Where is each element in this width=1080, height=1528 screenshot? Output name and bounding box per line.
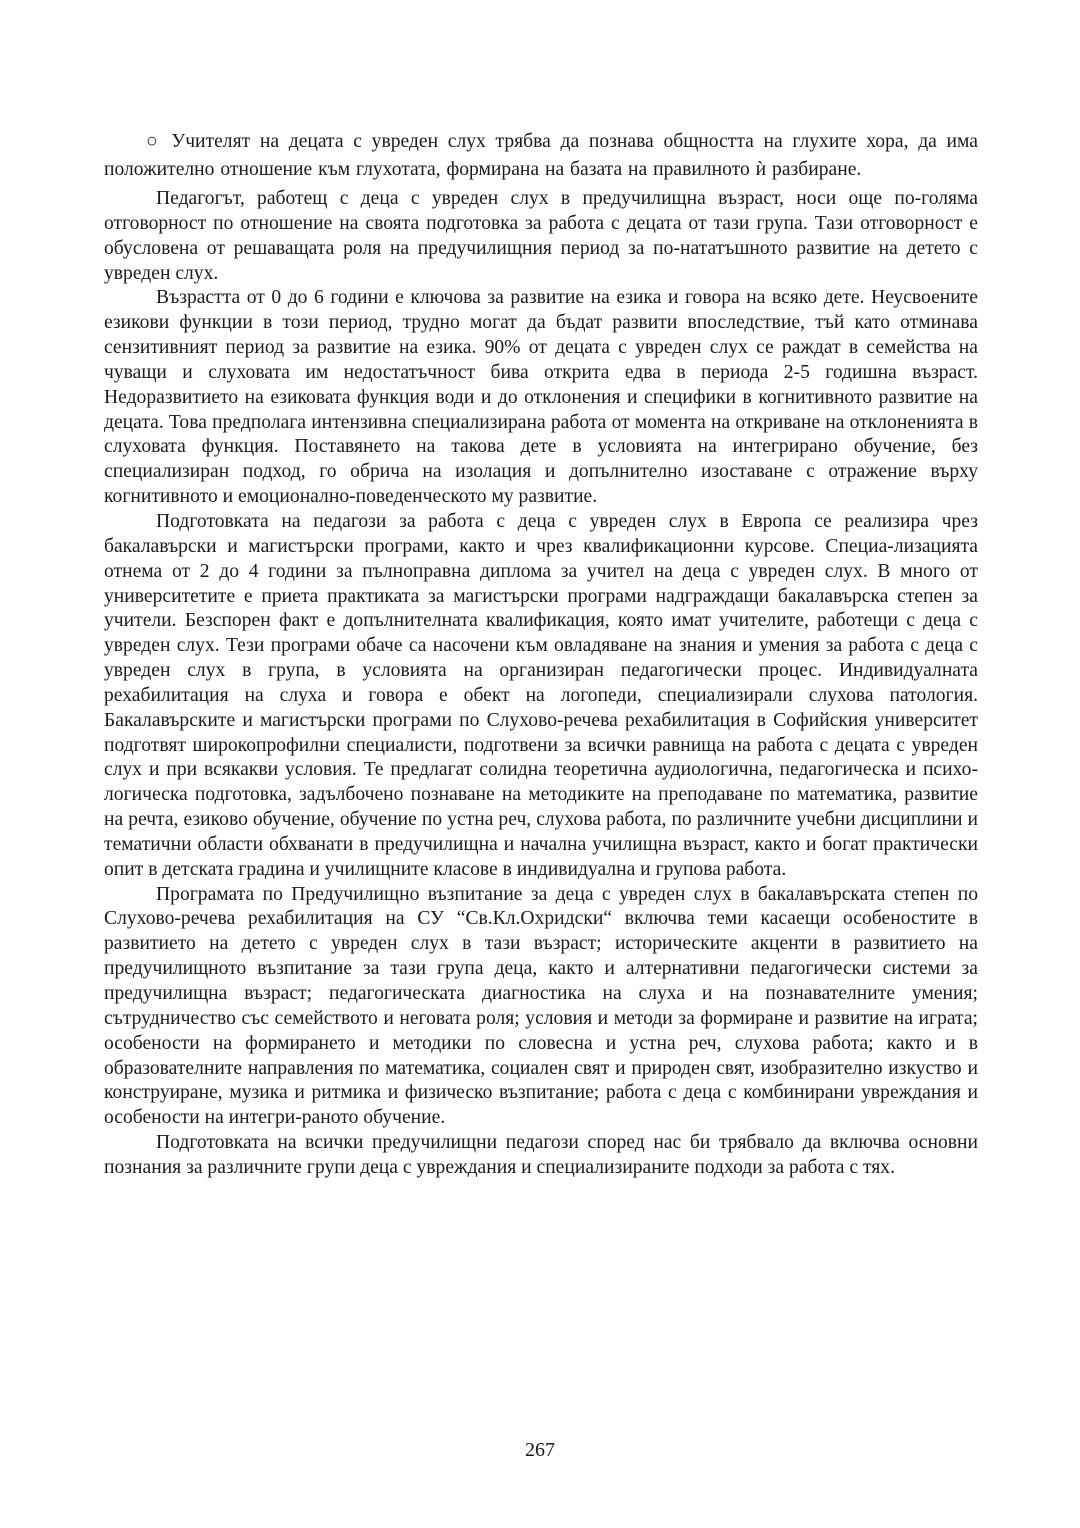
paragraph-teacher-training-europe: Подготовката на педагози за работа с деца с увреден слух в Европа се реализира чрез бакалавърски и магистърски програми, както и чрез квалификационни курсове. Специа-лизацията отнема от 2 до 4 години за пълноправна диплома за учител на деца с увреден слух. В много от университетите е приета практиката за магистърски програми надграждащи бакалавърска степен за учители. Безспорен факт е допълнителната квалификация, която имат учителите, работещи с деца с увреден слух. Тези програми обаче са насочени към овладяване на знания и умения за работа с деца с увреден слух в група, в условията на организиран педагогически процес. Индивидуалната рехабилитация на слуха и говора е обект на логопеди, специализирали слухова патология. Бакалавърските и магистърски програми по Слухово-речева рехабилитация в Софийския университет подготвят широкопрофилни специалисти, подготвени за всички равнища на работа с децата с увреден слух и при всякакви условия. Те предлагат солидна теоретична аудиологична, педагогическа и психо-логическа подготовка, задълбочено познаване на методиките на преподаване по математика, развитие на речта, езиково обучение, обучение по устна реч, слухова работа, по различните учебни дисциплини и тематични области обхванати в предучилищна и начална училищна възраст, както и богат практически опит в детската градина и училищните класове в индивидуална и групова работа. xyxy=(104,510,978,880)
paragraph-preschool-program: Програмата по Предучилищно възпитание за деца с увреден слух в бакалавърската степен по Слухово-речева рехабилитация на СУ “Св.Кл.Охридски“ включва теми касаещи особеностите в развитието на детето с увреден слух в тази възраст; историческите акценти в развитието на предучилищното възпитание за тази група деца, както и алтернативни педагогически системи за предучилищна възраст; педагогическата диагностика на слуха и на познавателните умения; сътрудничество със семейството и неговата роля; условия и методи за формиране и развитие на играта; особености на формирането и методики по словесна и устна реч, слухова работа; както и в образователните направления по математика, социален свят и природен свят, изобразително изкуство и конструиране, музика и ритмика и физическо възпитание; работа с деца с комбинирани увреждания и особености на интегри-раното обучение. xyxy=(104,883,978,1129)
paragraph-teacher-deaf-community: ○ Учителят на децата с увреден слух трябва да познава общността на глухите хора, да има положително отношение към глухотата, формирана на базата на правилното ѝ разбиране. xyxy=(104,131,978,180)
page-body xyxy=(104,128,978,1181)
paragraph-preschool-teacher-responsibility: Педагогът, работещ с деца с увреден слух в предучилищна възраст, носи още по-голяма отговорност по отношение на своята подготовка за работа с децата от тази група. Тази отговорност е обусловена от решаващата роля на предучилищния период за по-нататъшното развитие на детето с увреден слух. xyxy=(104,188,978,284)
page-number: 267 xyxy=(525,1439,555,1461)
paragraph-age-0-6-language: Възрастта от 0 до 6 години е ключова за развитие на езика и говора на всяко дете. Неусвоените езикови функции в този период, трудно могат да бъдат развити впоследствие, тъй като отминава сензитивният период за развитие на езика. 90% от децата с увреден слух се раждат в семейства на чуващи и слуховата им недостатъчност бива открита едва в периода 2-5 годишна възраст. Недоразвитието на езиковата функция води и до отклонения и специфики в когнитивното развитие на децата. Това предполага интензивна специализирана работа от момента на откриване на отклоненията в слуховата функция. Поставянето на такова дете в условията на интегрирано обучение, без специализиран подход, го обрича на изолация и допълнително изоставане с отражение върху когнитивното и емоционално-поведенческото му развитие. xyxy=(104,287,978,508)
paragraph-all-preschool-teachers: Подготовката на всички предучилищни педагози според нас би трябвало да включва основни познания за различните групи деца с увреждания и специализираните подходи за работа с тях. xyxy=(104,1132,978,1178)
